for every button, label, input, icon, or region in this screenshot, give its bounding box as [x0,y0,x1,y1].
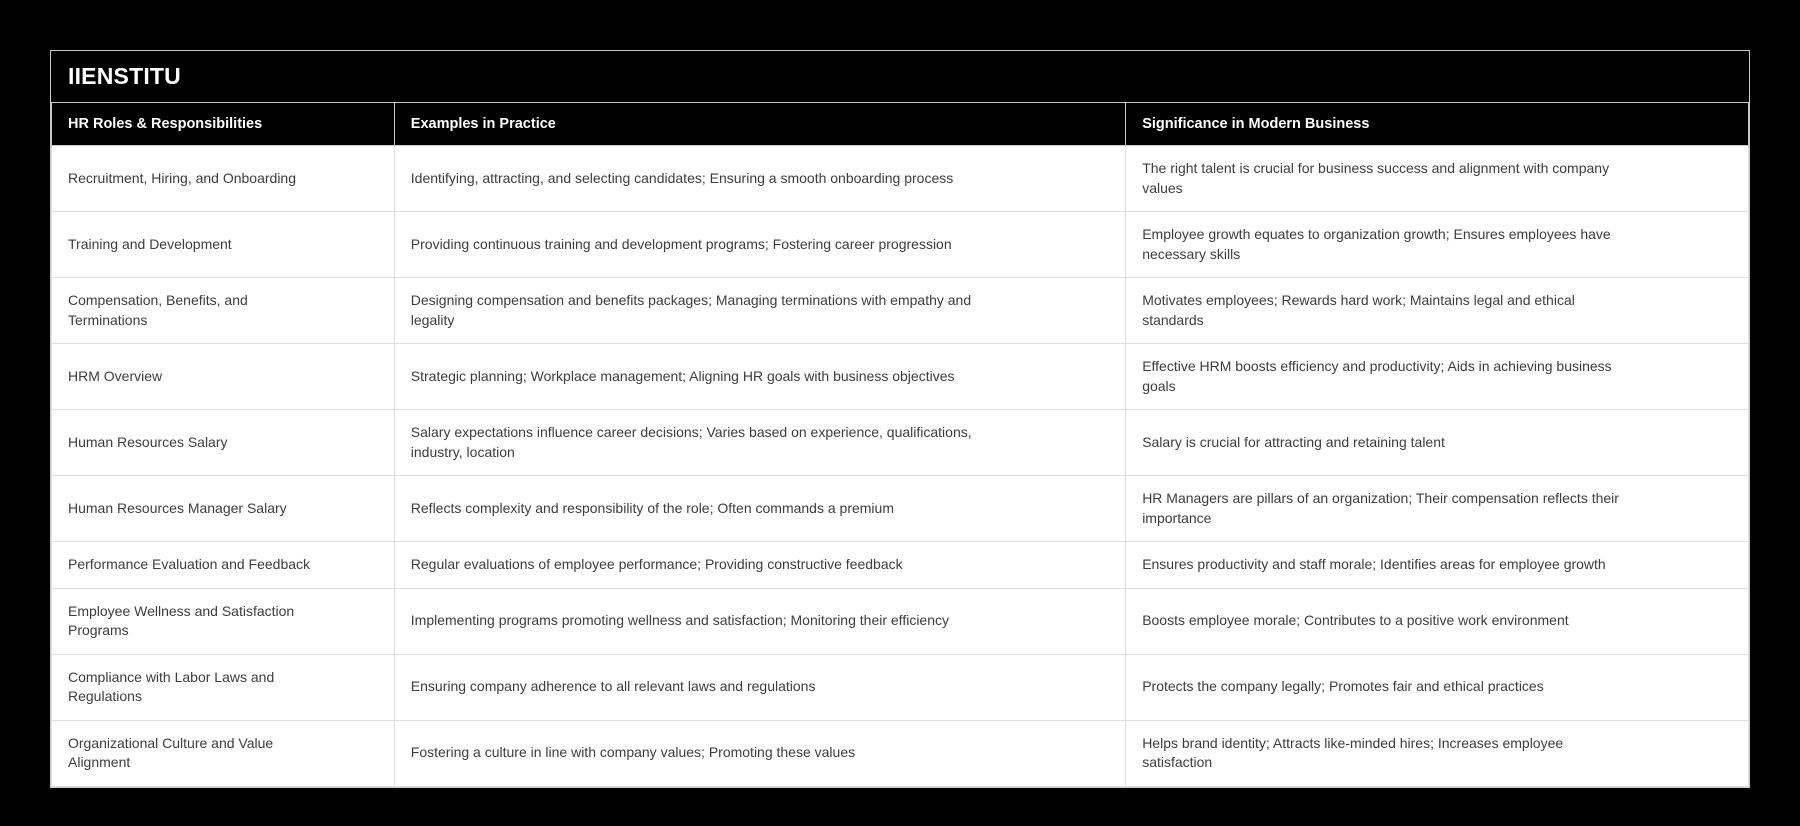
header-row [52,103,1749,146]
significance-cell: Effective HRM boosts efficiency and productivity; Aids in achieving business goals [1126,344,1749,410]
role-cell: Compliance with Labor Laws and Regulations [52,654,395,720]
role-cell: HRM Overview [52,344,395,410]
role-cell: Organizational Culture and Value Alignment [52,720,395,786]
significance-cell: Helps brand identity; Attracts like-minded hires; Increases employee satisfaction [1126,720,1749,786]
column-header-significance: Significance in Modern Business [1126,103,1749,146]
role-cell: Recruitment, Hiring, and Onboarding [52,146,395,212]
significance-cell: Boosts employee morale; Contributes to a positive work environment [1126,588,1749,654]
table-row [52,720,1749,786]
role-cell: Human Resources Salary [52,410,395,476]
significance-cell: Salary is crucial for attracting and retaining talent [1126,410,1749,476]
table-row [52,146,1749,212]
table-header [52,103,1749,146]
hr-roles-table [51,103,1749,787]
examples-cell: Fostering a culture in line with company values; Promoting these values [394,720,1125,786]
role-cell: Training and Development [52,212,395,278]
table-row [52,410,1749,476]
examples-cell: Strategic planning; Workplace management; Aligning HR goals with business objectives [394,344,1125,410]
role-cell: Human Resources Manager Salary [52,476,395,542]
table-row [52,588,1749,654]
table-row [52,476,1749,542]
significance-cell: Employee growth equates to organization growth; Ensures employees have necessary skills [1126,212,1749,278]
examples-cell: Implementing programs promoting wellness and satisfaction; Monitoring their efficiency [394,588,1125,654]
examples-cell: Providing continuous training and development programs; Fostering career progression [394,212,1125,278]
significance-cell: The right talent is crucial for business success and alignment with company values [1126,146,1749,212]
table-body [52,146,1749,787]
role-cell: Performance Evaluation and Feedback [52,542,395,589]
table-row [52,212,1749,278]
table-row [52,278,1749,344]
significance-cell: HR Managers are pillars of an organization; Their compensation reflects their importance [1126,476,1749,542]
examples-cell: Identifying, attracting, and selecting candidates; Ensuring a smooth onboarding process [394,146,1125,212]
significance-cell: Motivates employees; Rewards hard work; Maintains legal and ethical standards [1126,278,1749,344]
table-row [52,344,1749,410]
examples-cell: Salary expectations influence career decisions; Varies based on experience, qualifications, industry, location [394,410,1125,476]
examples-cell: Ensuring company adherence to all relevant laws and regulations [394,654,1125,720]
brand-header [51,51,1749,103]
significance-cell: Ensures productivity and staff morale; Identifies areas for employee growth [1126,542,1749,589]
role-cell: Compensation, Benefits, and Terminations [52,278,395,344]
examples-cell: Regular evaluations of employee performance; Providing constructive feedback [394,542,1125,589]
brand-title: IIENSTITU [68,63,181,89]
table-row [52,654,1749,720]
examples-cell: Reflects complexity and responsibility of the role; Often commands a premium [394,476,1125,542]
hr-table-panel [50,50,1750,788]
significance-cell: Protects the company legally; Promotes fair and ethical practices [1126,654,1749,720]
role-cell: Employee Wellness and Satisfaction Programs [52,588,395,654]
examples-cell: Designing compensation and benefits packages; Managing terminations with empathy and legality [394,278,1125,344]
column-header-examples: Examples in Practice [394,103,1125,146]
column-header-roles: HR Roles & Responsibilities [52,103,395,146]
table-row [52,542,1749,589]
